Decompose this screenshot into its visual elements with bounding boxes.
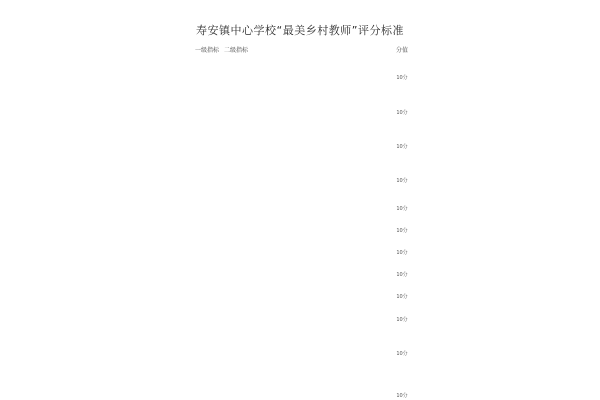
- secondary-indicator-cell: [224, 130, 394, 164]
- table-header-row: [190, 46, 410, 60]
- score-cell: 10分: [396, 109, 408, 116]
- primary-indicator-cell: [190, 264, 224, 286]
- table-row: [190, 242, 410, 264]
- score-cell: 10分: [396, 227, 408, 234]
- table-row: [190, 286, 410, 308]
- secondary-indicator-cell: [224, 164, 394, 198]
- score-cell: 10分: [396, 271, 408, 278]
- score-cell: 10分: [396, 249, 408, 256]
- primary-indicator-cell: [190, 96, 224, 130]
- secondary-indicator-cell: [224, 264, 394, 286]
- primary-indicator-cell: [190, 242, 224, 264]
- table-row: [190, 198, 410, 220]
- secondary-indicator-cell: [224, 96, 394, 130]
- header-primary-indicator: 一级指标: [194, 46, 219, 54]
- table-row: [190, 264, 410, 286]
- secondary-indicator-cell: [224, 308, 394, 332]
- score-cell: 10分: [396, 293, 408, 300]
- score-cell: 10分: [396, 177, 408, 184]
- table-row: [190, 308, 410, 332]
- secondary-indicator-cell: [224, 332, 394, 376]
- table-row: [190, 332, 410, 376]
- primary-indicator-cell: [190, 332, 224, 376]
- score-cell: 10分: [396, 350, 408, 357]
- secondary-indicator-cell: [224, 286, 394, 308]
- table-row: [190, 164, 410, 198]
- primary-indicator-cell: [190, 198, 224, 220]
- score-cell: 10分: [396, 205, 408, 212]
- grading-table: [190, 46, 410, 400]
- document-title: 寿安镇中心学校“最美乡村教师”评分标准: [196, 24, 404, 37]
- table-row: [190, 96, 410, 130]
- primary-indicator-cell: [190, 220, 224, 242]
- primary-indicator-cell: [190, 60, 224, 96]
- score-cell: 10分: [396, 143, 408, 150]
- table-row: [190, 220, 410, 242]
- primary-indicator-cell: [190, 376, 224, 400]
- secondary-indicator-cell: [224, 220, 394, 242]
- score-cell: 10分: [396, 316, 408, 323]
- header-score: 分值: [395, 46, 408, 54]
- table-row: [190, 376, 410, 400]
- primary-indicator-cell: [190, 308, 224, 332]
- table-row: [190, 60, 410, 96]
- score-cell: 10分: [396, 392, 408, 399]
- score-cell: 10分: [396, 74, 408, 81]
- secondary-indicator-cell: [224, 376, 394, 400]
- secondary-indicator-cell: [224, 60, 394, 96]
- secondary-indicator-cell: [224, 242, 394, 264]
- primary-indicator-cell: [190, 130, 224, 164]
- table-row: [190, 130, 410, 164]
- primary-indicator-cell: [190, 286, 224, 308]
- header-secondary-indicator: 二级指标: [224, 46, 249, 54]
- secondary-indicator-cell: [224, 198, 394, 220]
- primary-indicator-cell: [190, 164, 224, 198]
